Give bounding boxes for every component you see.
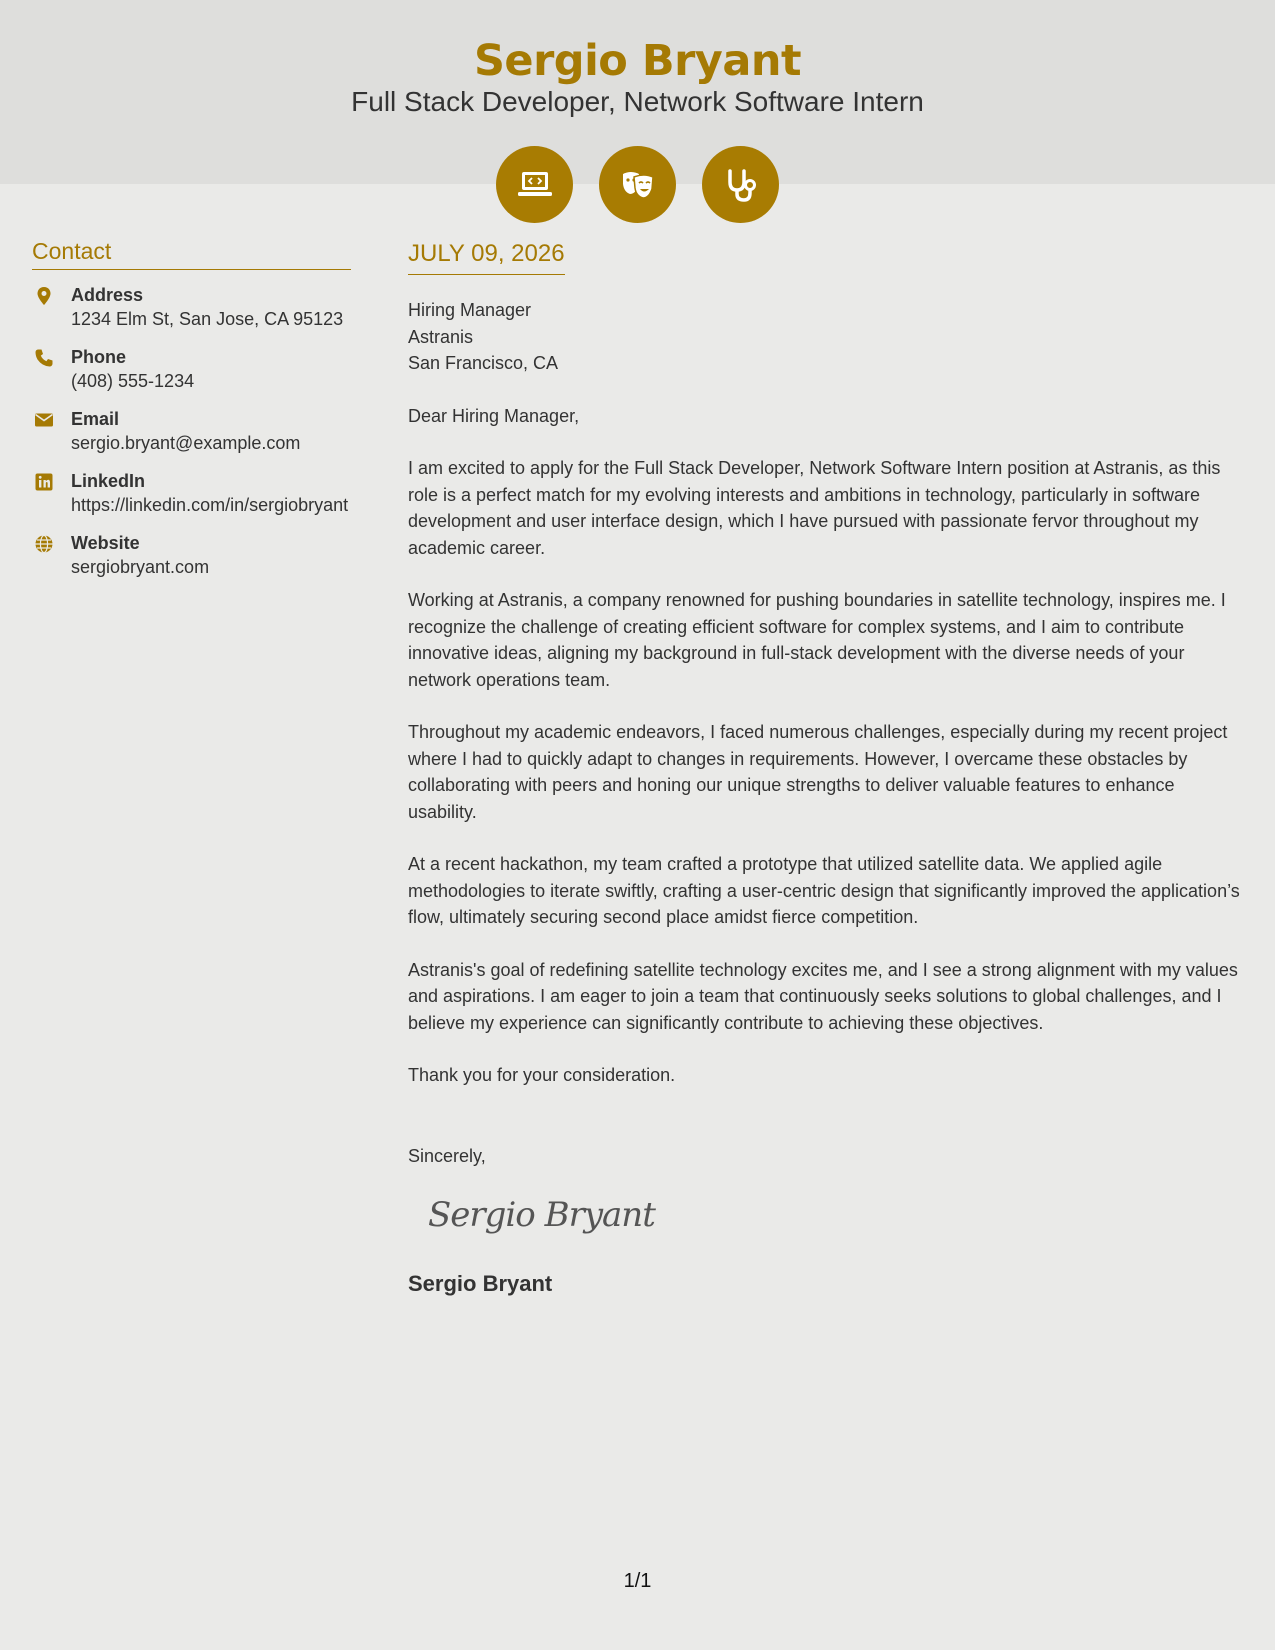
recipient-line: San Francisco, CA <box>408 353 559 373</box>
contact-heading: Contact <box>32 238 351 270</box>
closing: Sincerely, <box>408 1145 486 1166</box>
recipient-block <box>408 297 1248 377</box>
contact-label: Email <box>71 409 120 429</box>
stethoscope-icon <box>702 146 779 223</box>
contact-label: Website <box>71 533 140 553</box>
letter-date: JULY 09, 2026 <box>408 240 565 275</box>
contact-website <box>32 531 351 580</box>
paragraph: I am excited to apply for the Full Stack Developer, Network Software Intern position at Astranis, as this role is a perfect match for my evolving interests and ambitions in technology, particularly in software development and user interface design, which I have pursued with passionate fervor throughout my academic career. <box>408 458 1221 558</box>
paragraph: Working at Astranis, a company renowned for pushing boundaries in satellite technology, inspires me. I recognize the challenge of creating efficient software for complex systems, and I aim to contribute innovative ideas, aligning my background in full-stack development with the diverse needs of your network operations team. <box>408 590 1226 690</box>
address-value: 1234 Elm St, San Jose, CA 95123 <box>71 309 344 329</box>
laptop-code-icon <box>496 146 573 223</box>
phone-icon <box>34 348 54 368</box>
job-title: Full Stack Developer, Network Software Intern <box>351 86 924 117</box>
contact-label: Address <box>71 285 144 305</box>
linkedin-icon <box>34 472 54 492</box>
contact-email <box>32 407 351 456</box>
interest-icons <box>496 146 779 223</box>
paragraph: At a recent hackathon, my team crafted a prototype that utilized satellite data. We applied agile methodologies to iterate swiftly, crafting a user-centric design that significantly improved the application’s flow, ultimately securing second place amidst fierce competition. <box>408 854 1240 927</box>
envelope-icon <box>34 410 54 430</box>
contact-linkedin <box>32 469 351 518</box>
email-value[interactable]: sergio.bryant@example.com <box>71 433 301 453</box>
thank-you-line: Thank you for your consideration. <box>408 1065 676 1085</box>
contact-phone <box>32 345 351 394</box>
letter-body <box>408 240 1248 1297</box>
recipient-line: Astranis <box>408 326 474 347</box>
paragraph: Astranis's goal of redefining satellite technology excites me, and I see a strong alignment with my values and aspirations. I am eager to join a team that continuously seeks solutions to global challenges, and I believe my experience can significantly contribute to achieving these objectives. <box>408 959 1238 1033</box>
contact-label: Phone <box>71 347 127 367</box>
page-number: 1/1 <box>623 1570 652 1592</box>
recipient-line: Hiring Manager <box>408 300 532 320</box>
handwritten-signature: Sergio Bryant <box>428 1195 655 1235</box>
applicant-name: Sergio Bryant <box>473 36 802 86</box>
map-pin-icon <box>34 286 54 306</box>
contact-label: LinkedIn <box>71 471 146 491</box>
paragraph: Throughout my academic endeavors, I faced numerous challenges, especially during my recent project where I had to quickly adapt to changes in requirements. However, I overcame these obstacles by collaborating with peers and honing our unique strengths to deliver valuable features to enhance usability. <box>408 722 1228 822</box>
salutation: Dear Hiring Manager, <box>408 405 580 426</box>
globe-icon <box>34 534 54 554</box>
linkedin-value[interactable]: https://linkedin.com/in/sergiobryant <box>71 495 349 515</box>
theater-masks-icon <box>599 146 676 223</box>
signer-name: Sergio Bryant <box>408 1271 553 1296</box>
phone-value: (408) 555-1234 <box>71 371 195 391</box>
contact-address <box>32 283 351 332</box>
website-value[interactable]: sergiobryant.com <box>71 557 210 577</box>
contact-sidebar <box>32 238 351 580</box>
